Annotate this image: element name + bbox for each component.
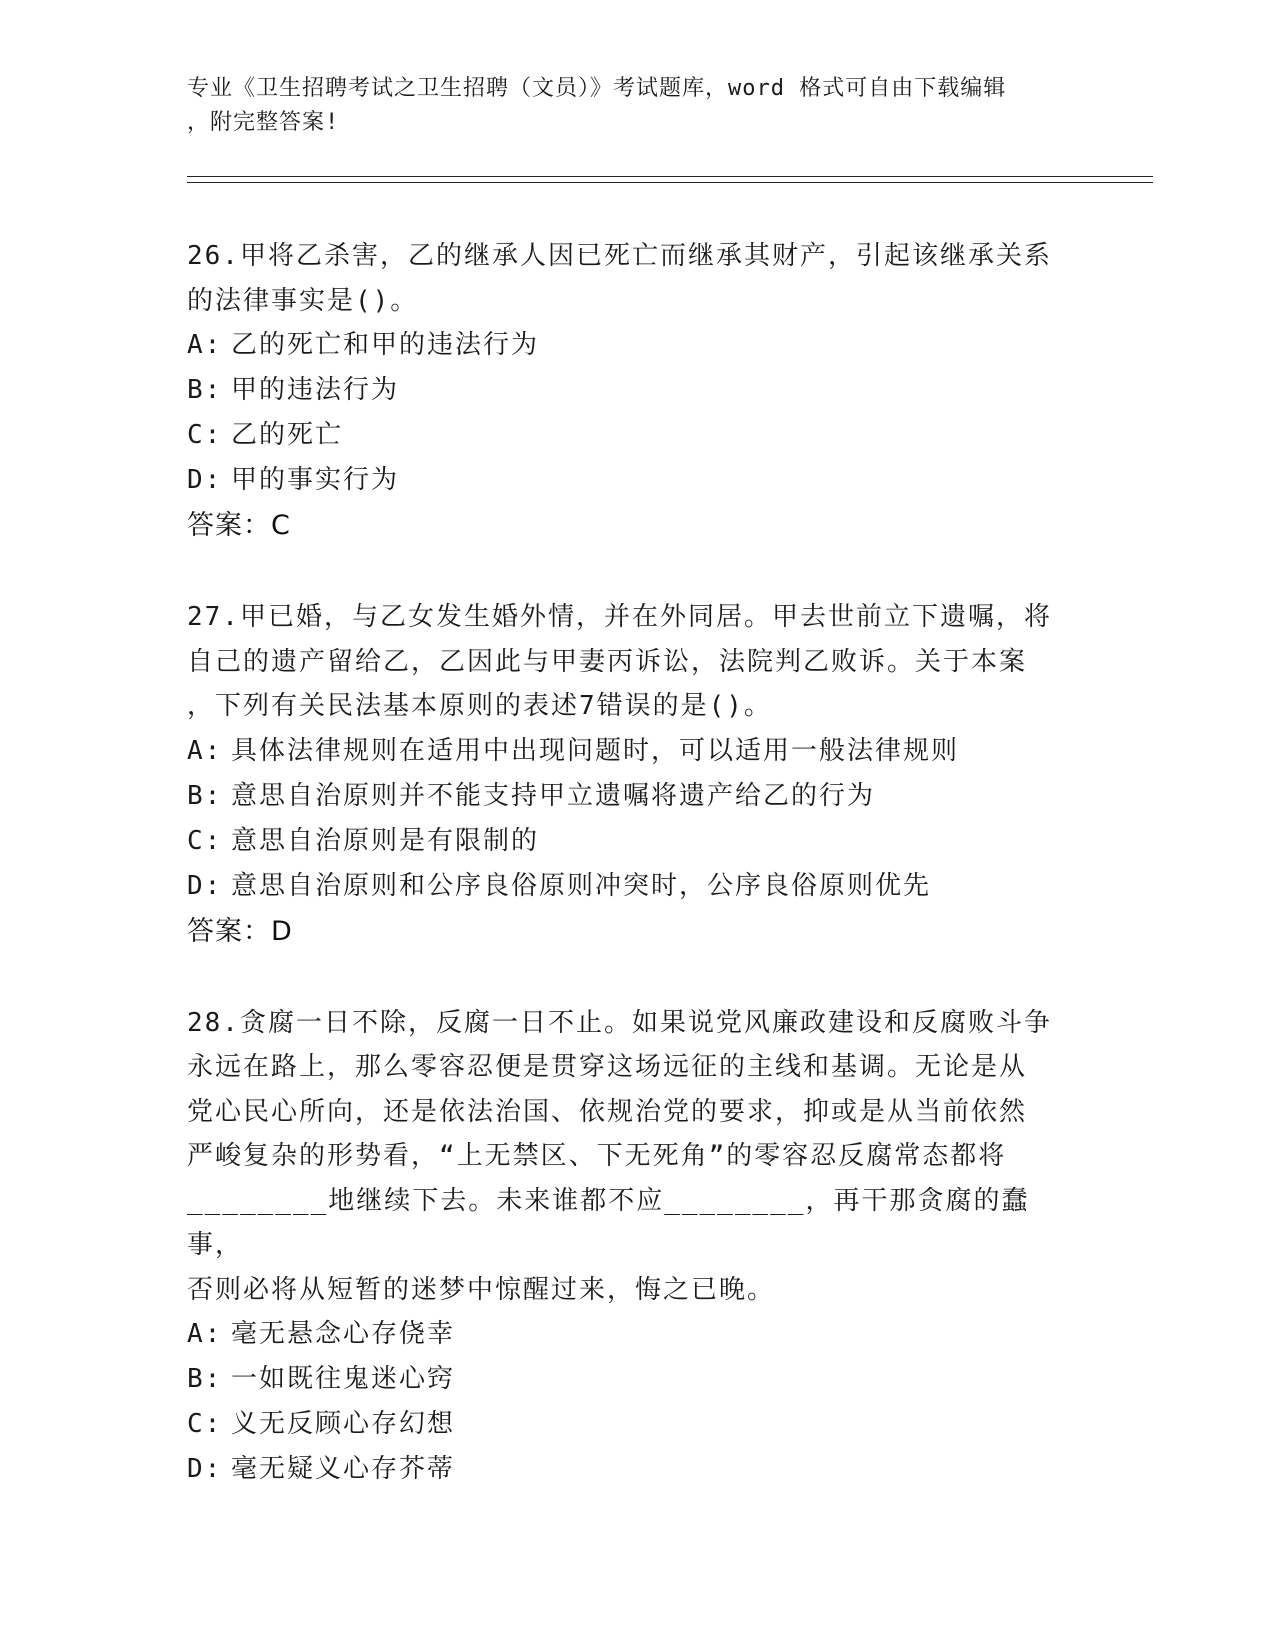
question-text-line: 27.甲已婚，与乙女发生婚外情，并在外同居。甲去世前立下遗嘱，将 — [187, 602, 1052, 632]
option-text: 毫无疑义心存芥蒂 — [231, 1454, 456, 1484]
question-text-line: 永远在路上，那么零容忍便是贯穿这场远征的主线和基调。无论是从 — [187, 1052, 1028, 1082]
question-text-line: 党心民心所向，还是依法治国、依规治党的要求，抑或是从当前依然 — [187, 1096, 1028, 1127]
option-text: 义无反顾心存幻想 — [231, 1409, 456, 1439]
question-list — [187, 234, 1067, 1538]
header-line-1: 专业《卫生招聘考试之卫生招聘（文员）》考试题库，word 格式可自由下载编辑 — [187, 76, 1007, 101]
question-text-line: 严峻复杂的形势看，“上无禁区、下无死角”的零容忍反腐常态都将 — [187, 1141, 1007, 1171]
option-text: 甲的事实行为 — [231, 465, 400, 495]
document-header — [187, 72, 1067, 140]
question-text-line: 否则必将从短暂的迷梦中惊醒过来，悔之已晚。 — [187, 1274, 776, 1305]
question-28 — [187, 1001, 1067, 1493]
option-text: 毫无悬念心存侥幸 — [231, 1319, 456, 1349]
option-letter: B: — [187, 375, 223, 405]
option-text: 甲的违法行为 — [231, 375, 400, 405]
header-divider — [187, 176, 1153, 183]
option-letter: D: — [187, 465, 223, 495]
option-letter: A: — [187, 1319, 223, 1349]
option-text: 意思自治原则是有限制的 — [231, 825, 540, 856]
option-letter: A: — [187, 735, 223, 766]
option-c — [187, 413, 1067, 458]
option-text: 具体法律规则在适用中出现问题时，可以适用一般法律规则 — [231, 735, 960, 766]
option-text: 乙的死亡 — [231, 420, 344, 450]
question-text-line: ，下列有关民法基本原则的表述7错误的是()。 — [187, 691, 772, 721]
question-26 — [187, 234, 1067, 549]
question-text-line: 自己的遗产留给乙，乙因此与甲妻丙诉讼，法院判乙败诉。关于本案 — [187, 646, 1028, 677]
question-text-line: 28.贪腐一日不除，反腐一日不止。如果说党风廉政建设和反腐败斗争 — [187, 1007, 1052, 1038]
option-letter: A: — [187, 330, 223, 360]
option-c — [187, 1402, 1067, 1447]
option-text: 一如既往鬼迷心窍 — [231, 1364, 456, 1394]
option-b — [187, 774, 1067, 819]
option-b — [187, 1357, 1067, 1402]
option-letter: C: — [187, 420, 223, 450]
option-a — [187, 1312, 1067, 1357]
answer-line: 答案：C — [187, 510, 291, 541]
answer-line: 答案：D — [187, 915, 293, 947]
question-text-line: 的法律事实是()。 — [187, 285, 419, 316]
question-text-line: 26.甲将乙杀害，乙的继承人因已死亡而继承其财产，引起该继承关系 — [187, 241, 1052, 271]
option-b — [187, 368, 1067, 413]
option-a — [187, 729, 1067, 774]
option-d — [187, 458, 1067, 503]
option-letter: C: — [187, 825, 223, 856]
option-letter: B: — [187, 1364, 223, 1394]
option-text: 乙的死亡和甲的违法行为 — [231, 330, 540, 360]
question-text-line: ________地继续下去。未来谁都不应________，再干那贪腐的蠢事， — [187, 1185, 1030, 1260]
question-27 — [187, 595, 1067, 955]
option-text: 意思自治原则并不能支持甲立遗嘱将遗产给乙的行为 — [231, 780, 876, 811]
option-letter: D: — [187, 1454, 223, 1484]
option-letter: C: — [187, 1409, 223, 1439]
option-a — [187, 323, 1067, 368]
option-d — [187, 864, 1067, 909]
header-line-2: ，附完整答案! — [187, 110, 340, 135]
option-d — [187, 1447, 1067, 1492]
option-letter: B: — [187, 780, 223, 811]
option-letter: D: — [187, 870, 223, 901]
option-c — [187, 819, 1067, 864]
option-text: 意思自治原则和公序良俗原则冲突时，公序良俗原则优先 — [231, 870, 932, 901]
